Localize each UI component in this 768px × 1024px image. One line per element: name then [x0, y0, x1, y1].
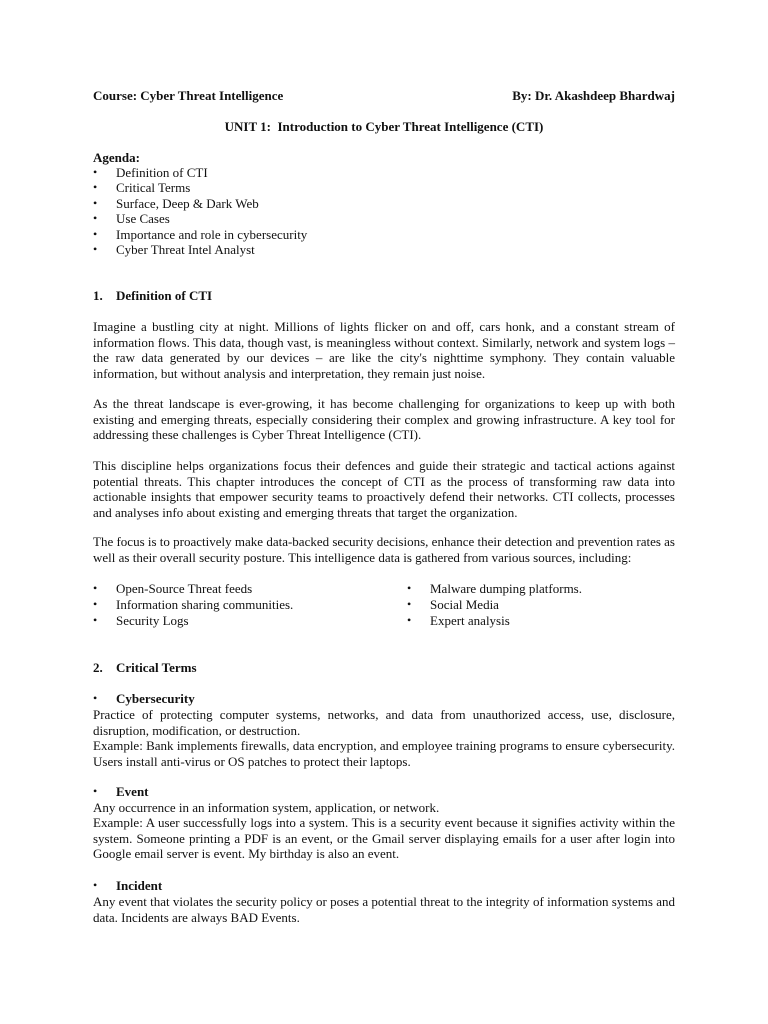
bullet-icon: •: [93, 878, 98, 892]
source-item: Information sharing communities.: [116, 597, 294, 612]
bullet-icon: •: [407, 613, 412, 627]
author-name: By: Dr. Akashdeep Bhardwaj: [512, 88, 675, 103]
bullet-icon: •: [93, 227, 98, 241]
source-item: Expert analysis: [430, 613, 510, 628]
paragraph: This discipline helps organizations focus their defences and guide their strategic and tactical actions against potential threats. This chapter introduces the concept of CTI as the process of transforming raw data into actionable insights that empower security teams to proactively defend their networks. CTI collects, processes and analyses info about existing and emerging threats that target the organization.: [93, 458, 675, 520]
source-item: Social Media: [430, 597, 499, 612]
bullet-icon: •: [93, 196, 98, 210]
agenda-item: Use Cases: [116, 211, 170, 226]
section-number: 2.: [93, 660, 103, 675]
term-definition: Practice of protecting computer systems, networks, and data from unauthorized access, use, disclosure, disruption, modification, or destruction.: [93, 707, 675, 738]
term-example: Example: Bank implements firewalls, data encryption, and employee training programs to ensure cybersecurity. Users install anti-virus or OS patches to protect their laptops.: [93, 738, 675, 769]
bullet-icon: •: [93, 691, 98, 705]
agenda-item: Surface, Deep & Dark Web: [116, 196, 259, 211]
term-example: Example: A user successfully logs into a system. This is a security event because it signifies activity within the system. Someone printing a PDF is an event, or the Gmail server displaying emails for a user after login into Google email server is event. My birthday is also an event.: [93, 815, 675, 861]
bullet-icon: •: [93, 211, 98, 225]
section-title: Critical Terms: [116, 660, 197, 675]
bullet-icon: •: [93, 242, 98, 256]
bullet-icon: •: [93, 597, 98, 611]
term-heading: Incident: [116, 878, 163, 893]
section-title: Definition of CTI: [116, 288, 213, 303]
paragraph: The focus is to proactively make data-backed security decisions, enhance their detection and prevention rates as well as their overall security posture. This intelligence data is gathered from various sources, including:: [93, 534, 675, 565]
agenda-heading: Agenda:: [93, 150, 140, 165]
paragraph: As the threat landscape is ever-growing, it has become challenging for organizations to keep up with both existing and emerging threats, especially considering their complex and growing infrastructure. A key tool for addressing these challenges is Cyber Threat Intelligence (CTI).: [93, 396, 675, 442]
agenda-item: Cyber Threat Intel Analyst: [116, 242, 255, 257]
unit-title: UNIT 1: Introduction to Cyber Threat Intelligence (CTI): [224, 119, 544, 134]
bullet-icon: •: [93, 180, 98, 194]
bullet-icon: •: [93, 165, 98, 179]
bullet-icon: •: [93, 784, 98, 798]
source-item: Security Logs: [116, 613, 189, 628]
agenda-item: Importance and role in cybersecurity: [116, 227, 308, 242]
term-definition: Any occurrence in an information system, application, or network.: [93, 800, 440, 815]
source-item: Open-Source Threat feeds: [116, 581, 253, 596]
paragraph: Imagine a bustling city at night. Millions of lights flicker on and off, cars honk, and a constant stream of information flows. This data, though vast, is meaningless without context. Similarly, network and system logs – the raw data generated by our devices – are like the city's nighttime symphony. They contain valuable information, but without analysis and interpretation, they remain just noise.: [93, 319, 675, 381]
bullet-icon: •: [407, 597, 412, 611]
bullet-icon: •: [407, 581, 412, 595]
section-number: 1.: [93, 288, 103, 303]
agenda-item: Definition of CTI: [116, 165, 208, 180]
bullet-icon: •: [93, 581, 98, 595]
course-title: Course: Cyber Threat Intelligence: [93, 88, 284, 103]
agenda-item: Critical Terms: [116, 180, 191, 195]
term-definition: Any event that violates the security policy or poses a potential threat to the integrity of information systems and data. Incidents are always BAD Events.: [93, 894, 675, 925]
source-item: Malware dumping platforms.: [430, 581, 582, 596]
term-heading: Cybersecurity: [116, 691, 195, 706]
bullet-icon: •: [93, 613, 98, 627]
term-heading: Event: [116, 784, 149, 799]
